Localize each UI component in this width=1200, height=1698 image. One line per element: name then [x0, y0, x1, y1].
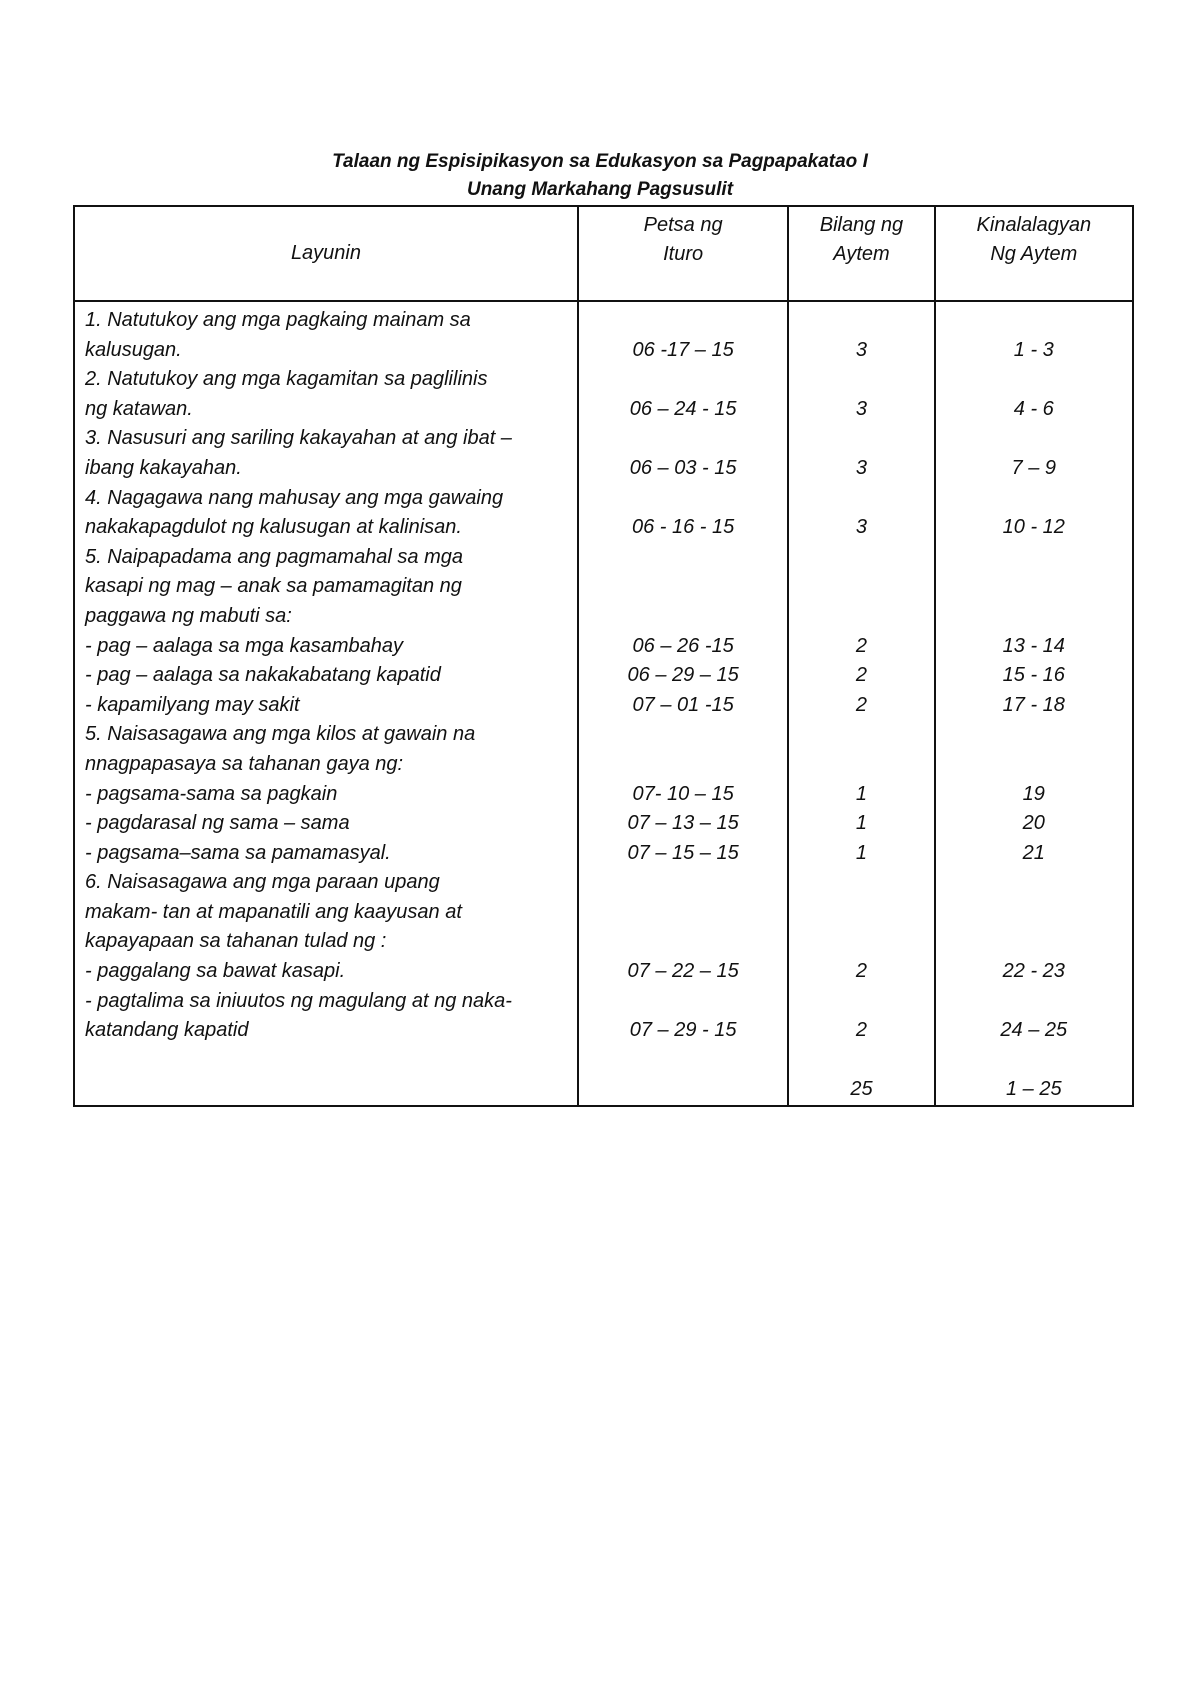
layunin-line: paggawa ng mabuti sa: [85, 604, 292, 627]
kinalalagyan-line [936, 424, 1132, 454]
petsa-line [579, 543, 787, 573]
header-petsa-line-2: Ituro [663, 243, 704, 265]
petsa-line [579, 572, 787, 602]
layunin-line: ng katawan. [85, 397, 193, 420]
layunin-line: - kapamilyang may sakit [85, 693, 300, 716]
petsa-line [579, 365, 787, 395]
kinalalagyan-line: 7 – 9 [1011, 456, 1057, 479]
bilang-line [789, 898, 933, 928]
bilang-line [789, 543, 933, 573]
kinalalagyan-line: 20 [1022, 812, 1045, 835]
layunin-line [75, 1046, 577, 1076]
kinalalagyan-line [936, 1046, 1132, 1076]
kinalalagyan-line [936, 927, 1132, 957]
petsa-line: 06 – 24 - 15 [629, 397, 737, 420]
kinalalagyan-line: 15 - 16 [1002, 664, 1065, 687]
layunin-line: ibang kakayahan. [85, 456, 242, 479]
kinalalagyan-line: 22 - 23 [1002, 960, 1065, 983]
bilang-line: 3 [855, 338, 868, 361]
petsa-line [579, 868, 787, 898]
kinalalagyan-line: 17 - 18 [1002, 693, 1065, 716]
bilang-line [789, 365, 933, 395]
layunin-line: makam- tan at mapanatili ang kaayusan at [85, 900, 462, 923]
layunin-line: 6. Naisasagawa ang mga paraan upang [85, 871, 440, 894]
bilang-line: 3 [855, 456, 868, 479]
layunin-line: - pagdarasal ng sama – sama [85, 812, 350, 835]
bilang-line: 2 [855, 664, 868, 687]
kinalalagyan-line [936, 484, 1132, 514]
kinalalagyan-line [936, 750, 1132, 780]
kinalalagyan-line: 13 - 14 [1002, 634, 1065, 657]
kinalalagyan-line [936, 868, 1132, 898]
layunin-line: - pagtalima sa iniuutos ng magulang at ng naka- [85, 989, 512, 1012]
petsa-line: 07- 10 – 15 [632, 782, 734, 805]
document-subtitle: Unang Markahang Pagsusulit [466, 179, 734, 200]
kinalalagyan-line [936, 898, 1132, 928]
body-row [74, 301, 1133, 1106]
layunin-line: kasapi ng mag – anak sa pamamagitan ng [85, 575, 462, 598]
petsa-line: 06 - 16 - 15 [631, 516, 735, 539]
kinalalagyan-line [936, 720, 1132, 750]
bilang-line [789, 868, 933, 898]
header-layunin-label: Layunin [290, 242, 361, 264]
kinalalagyan-line: 24 – 25 [1000, 1019, 1068, 1042]
header-kinalalagyan [935, 206, 1133, 301]
bilang-line: 2 [855, 634, 868, 657]
layunin-line: katandang kapatid [85, 1019, 249, 1042]
petsa-line [579, 1075, 787, 1105]
bilang-line: 1 [855, 812, 868, 835]
bilang-column [788, 301, 934, 1106]
layunin-column [74, 301, 578, 1106]
bilang-line [789, 720, 933, 750]
bilang-line [789, 927, 933, 957]
layunin-line [75, 1075, 577, 1105]
petsa-line [579, 898, 787, 928]
kinalalagyan-line [936, 987, 1132, 1017]
layunin-line: 2. Natutukoy ang mga kagamitan sa paglilinis [85, 368, 488, 391]
header-petsa [578, 206, 788, 301]
layunin-line: kalusugan. [85, 338, 182, 361]
header-kinalalagyan-line-1: Kinalalagyan [976, 214, 1092, 236]
bilang-line [789, 750, 933, 780]
petsa-line: 06 -17 – 15 [632, 338, 734, 361]
layunin-line: kapayapaan sa tahanan tulad ng : [85, 930, 387, 953]
layunin-line: 3. Nasusuri ang sariling kakayahan at ang ibat – [85, 427, 512, 450]
petsa-line: 06 – 26 -15 [632, 634, 734, 657]
kinalalagyan-line: 4 - 6 [1013, 397, 1054, 420]
bilang-line: 1 [855, 782, 868, 805]
bilang-line: 2 [855, 1019, 868, 1042]
bilang-line [789, 1046, 933, 1076]
petsa-line [579, 424, 787, 454]
specification-table [73, 205, 1134, 1107]
bilang-line [789, 602, 933, 632]
layunin-line: 5. Naisasagawa ang mga kilos at gawain na [85, 723, 476, 746]
header-petsa-line-1: Petsa ng [643, 214, 723, 236]
header-bilang-line-1: Bilang ng [819, 214, 904, 236]
petsa-line: 07 – 29 - 15 [629, 1019, 737, 1042]
document-title: Talaan ng Espisipikasyon sa Edukasyon sa Pagpapakatao I [332, 151, 868, 172]
petsa-line: 07 – 13 – 15 [627, 812, 739, 835]
bilang-line [789, 424, 933, 454]
petsa-column [578, 301, 788, 1106]
layunin-line: - pag – aalaga sa mga kasambahay [85, 634, 403, 657]
petsa-line [579, 1046, 787, 1076]
header-bilang [788, 206, 934, 301]
petsa-line [579, 750, 787, 780]
petsa-line: 07 – 15 – 15 [627, 841, 739, 864]
kinalalagyan-line: 10 - 12 [1002, 516, 1065, 539]
header-kinalalagyan-line-2: Ng Aytem [990, 243, 1078, 265]
petsa-line [579, 484, 787, 514]
kinalalagyan-line [936, 306, 1132, 336]
petsa-line: 07 – 01 -15 [632, 693, 734, 716]
bilang-line: 3 [855, 516, 868, 539]
layunin-line: - pagsama-sama sa pagkain [85, 782, 338, 805]
layunin-line: 4. Nagagawa nang mahusay ang mga gawaing [85, 486, 504, 509]
petsa-line: 06 – 29 – 15 [627, 664, 739, 687]
layunin-line: nnagpapasaya sa tahanan gaya ng: [85, 752, 404, 775]
bilang-line: 2 [855, 693, 868, 716]
bilang-line: 2 [855, 960, 868, 983]
header-row [74, 206, 1133, 301]
layunin-line: - pag – aalaga sa nakakabatang kapatid [85, 664, 441, 687]
header-bilang-line-2: Aytem [833, 243, 890, 265]
layunin-line: 5. Naipapadama ang pagmamahal sa mga [85, 545, 464, 568]
kinalalagyan-column [935, 301, 1133, 1106]
layunin-line: - paggalang sa bawat kasapi. [85, 960, 346, 983]
bilang-line [789, 306, 933, 336]
petsa-line [579, 987, 787, 1017]
kinalalagyan-line: 21 [1022, 841, 1045, 864]
kinalalagyan-line: 19 [1022, 782, 1045, 805]
bilang-line [789, 572, 933, 602]
bilang-line [789, 987, 933, 1017]
kinalalagyan-line [936, 543, 1132, 573]
petsa-line [579, 602, 787, 632]
bilang-line: 25 [850, 1078, 873, 1101]
kinalalagyan-line [936, 602, 1132, 632]
kinalalagyan-line: 1 – 25 [1005, 1078, 1062, 1101]
petsa-line [579, 720, 787, 750]
layunin-line: - pagsama–sama sa pamamasyal. [85, 841, 391, 864]
kinalalagyan-line: 1 - 3 [1013, 338, 1054, 361]
bilang-line: 3 [855, 397, 868, 420]
layunin-line: nakakapagdulot ng kalusugan at kalinisan. [85, 516, 462, 539]
bilang-line [789, 484, 933, 514]
petsa-line [579, 927, 787, 957]
petsa-line [579, 306, 787, 336]
bilang-line: 1 [855, 841, 868, 864]
layunin-line: 1. Natutukoy ang mga pagkaing mainam sa [85, 309, 471, 331]
kinalalagyan-line [936, 572, 1132, 602]
petsa-line: 06 – 03 - 15 [629, 456, 737, 479]
kinalalagyan-line [936, 365, 1132, 395]
petsa-line: 07 – 22 – 15 [627, 960, 739, 983]
header-layunin [74, 206, 578, 301]
